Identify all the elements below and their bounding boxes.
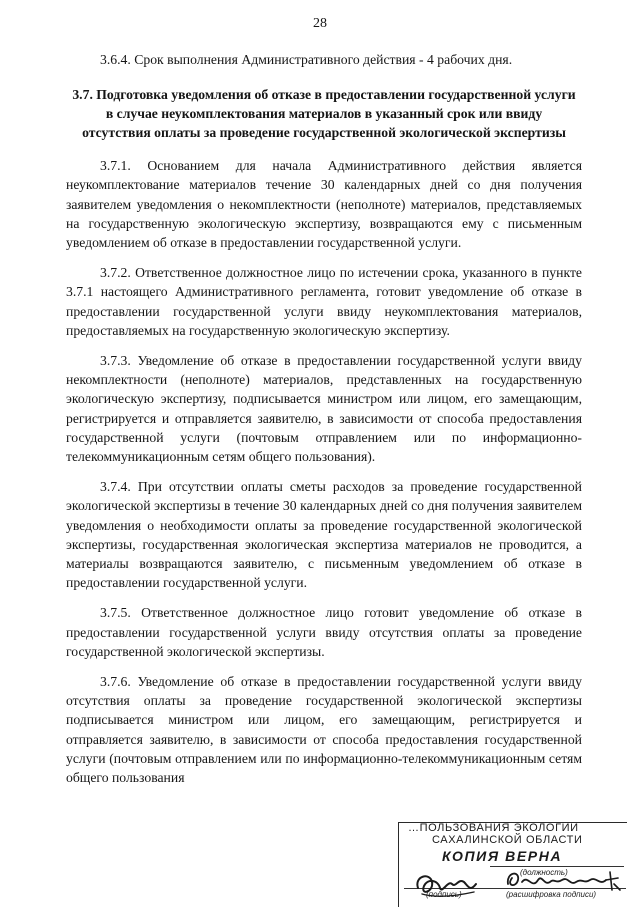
stamp-region-line: САХАЛИНСКОЙ ОБЛАСТИ xyxy=(432,834,583,846)
stamp-decode-label: (расшифровка подписи) xyxy=(506,890,597,899)
handwritten-name-icon xyxy=(502,864,622,896)
stamp-ministry-line: …ПОЛЬЗОВАНИЯ ЭКОЛОГИИ xyxy=(408,822,579,834)
paragraph-3-7-6: 3.7.6. Уведомление об отказе в предоставлении государственной услуги ввиду отсутствия оплаты за проведение государственной экологической экспертизы подписывается министром или лицом, его замещающим, регистрируется и отправляется заявителю, в зависимости от способа предоставления государственной услуги (почтовым отправлением или по информационно-телекоммуникационным сетям общего пользования xyxy=(66,674,582,786)
handwritten-signature-icon xyxy=(412,866,482,902)
stamp-certified-copy: КОПИЯ ВЕРНА xyxy=(442,848,563,864)
paragraph-3-7-1: 3.7.1. Основанием для начала Административного действия является неукомплектование материалов течение 30 календарных дней со дня получения заявителем уведомления о некомплектности (неполноте) материалов, представляемых на государственную экологическую экспертизу, возвращаются ему с письменным уведомлением об отказе в предоставлении государственной услуги. xyxy=(66,158,582,251)
paragraph-3-7-3: 3.7.3. Уведомление об отказе в предоставлении государственной услуги ввиду некомплектности (неполноте) материалов, представленных на государственную экологическую экспертизу, подписывается министром или лицом, его замещающим, регистрируется и отправляется заявителю, в зависимости от способа предоставления государственной услуги (почтовым отправлением или по информационно-телекоммуникационным сетям общего пользования). xyxy=(66,353,582,465)
certification-stamp xyxy=(398,822,638,906)
stamp-position-label: (должность) xyxy=(520,868,568,877)
paragraph-3-7-5: 3.7.5. Ответственное должностное лицо готовит уведомление об отказе в предоставлении государственной услуги ввиду отсутствия оплаты за проведение государственной экологической экспертизы. xyxy=(66,605,582,659)
stamp-signature-label: (подпись) xyxy=(426,890,462,899)
section-heading: 3.7. Подготовка уведомления об отказе в предоставлении государственной услуги в случае неукомплектования материалов в указанный срок или ввиду отсутствия оплаты за проведение государственной экологической экспертизы xyxy=(72,87,576,141)
intro-paragraph: 3.6.4. Срок выполнения Административного действия - 4 рабочих дня. xyxy=(100,52,513,67)
paragraph-3-7-2: 3.7.2. Ответственное должностное лицо по истечении срока, указанного в пункте 3.7.1 настоящего Административного регламента, готовит уведомление об отказе в предоставлении государственной услуги ввиду неукомплектования материалов, предоставляемых на государственную экологическую экспертизу. xyxy=(66,265,582,338)
paragraph-3-7-4: 3.7.4. При отсутствии оплаты сметы расходов за проведение государственной экологической экспертизы в течение 30 календарных дней со дня получения заявителем уведомления о необходимости оплаты за проведение государственной экологической экспертизы, государственная экологическая экспертиза материалов не проводится, а материалы возвращаются заявителю, с письменным уведомлением об отказе в предоставлении государственной услуги. xyxy=(66,479,582,591)
document-body xyxy=(66,50,582,787)
page-number: 28 xyxy=(313,16,327,31)
